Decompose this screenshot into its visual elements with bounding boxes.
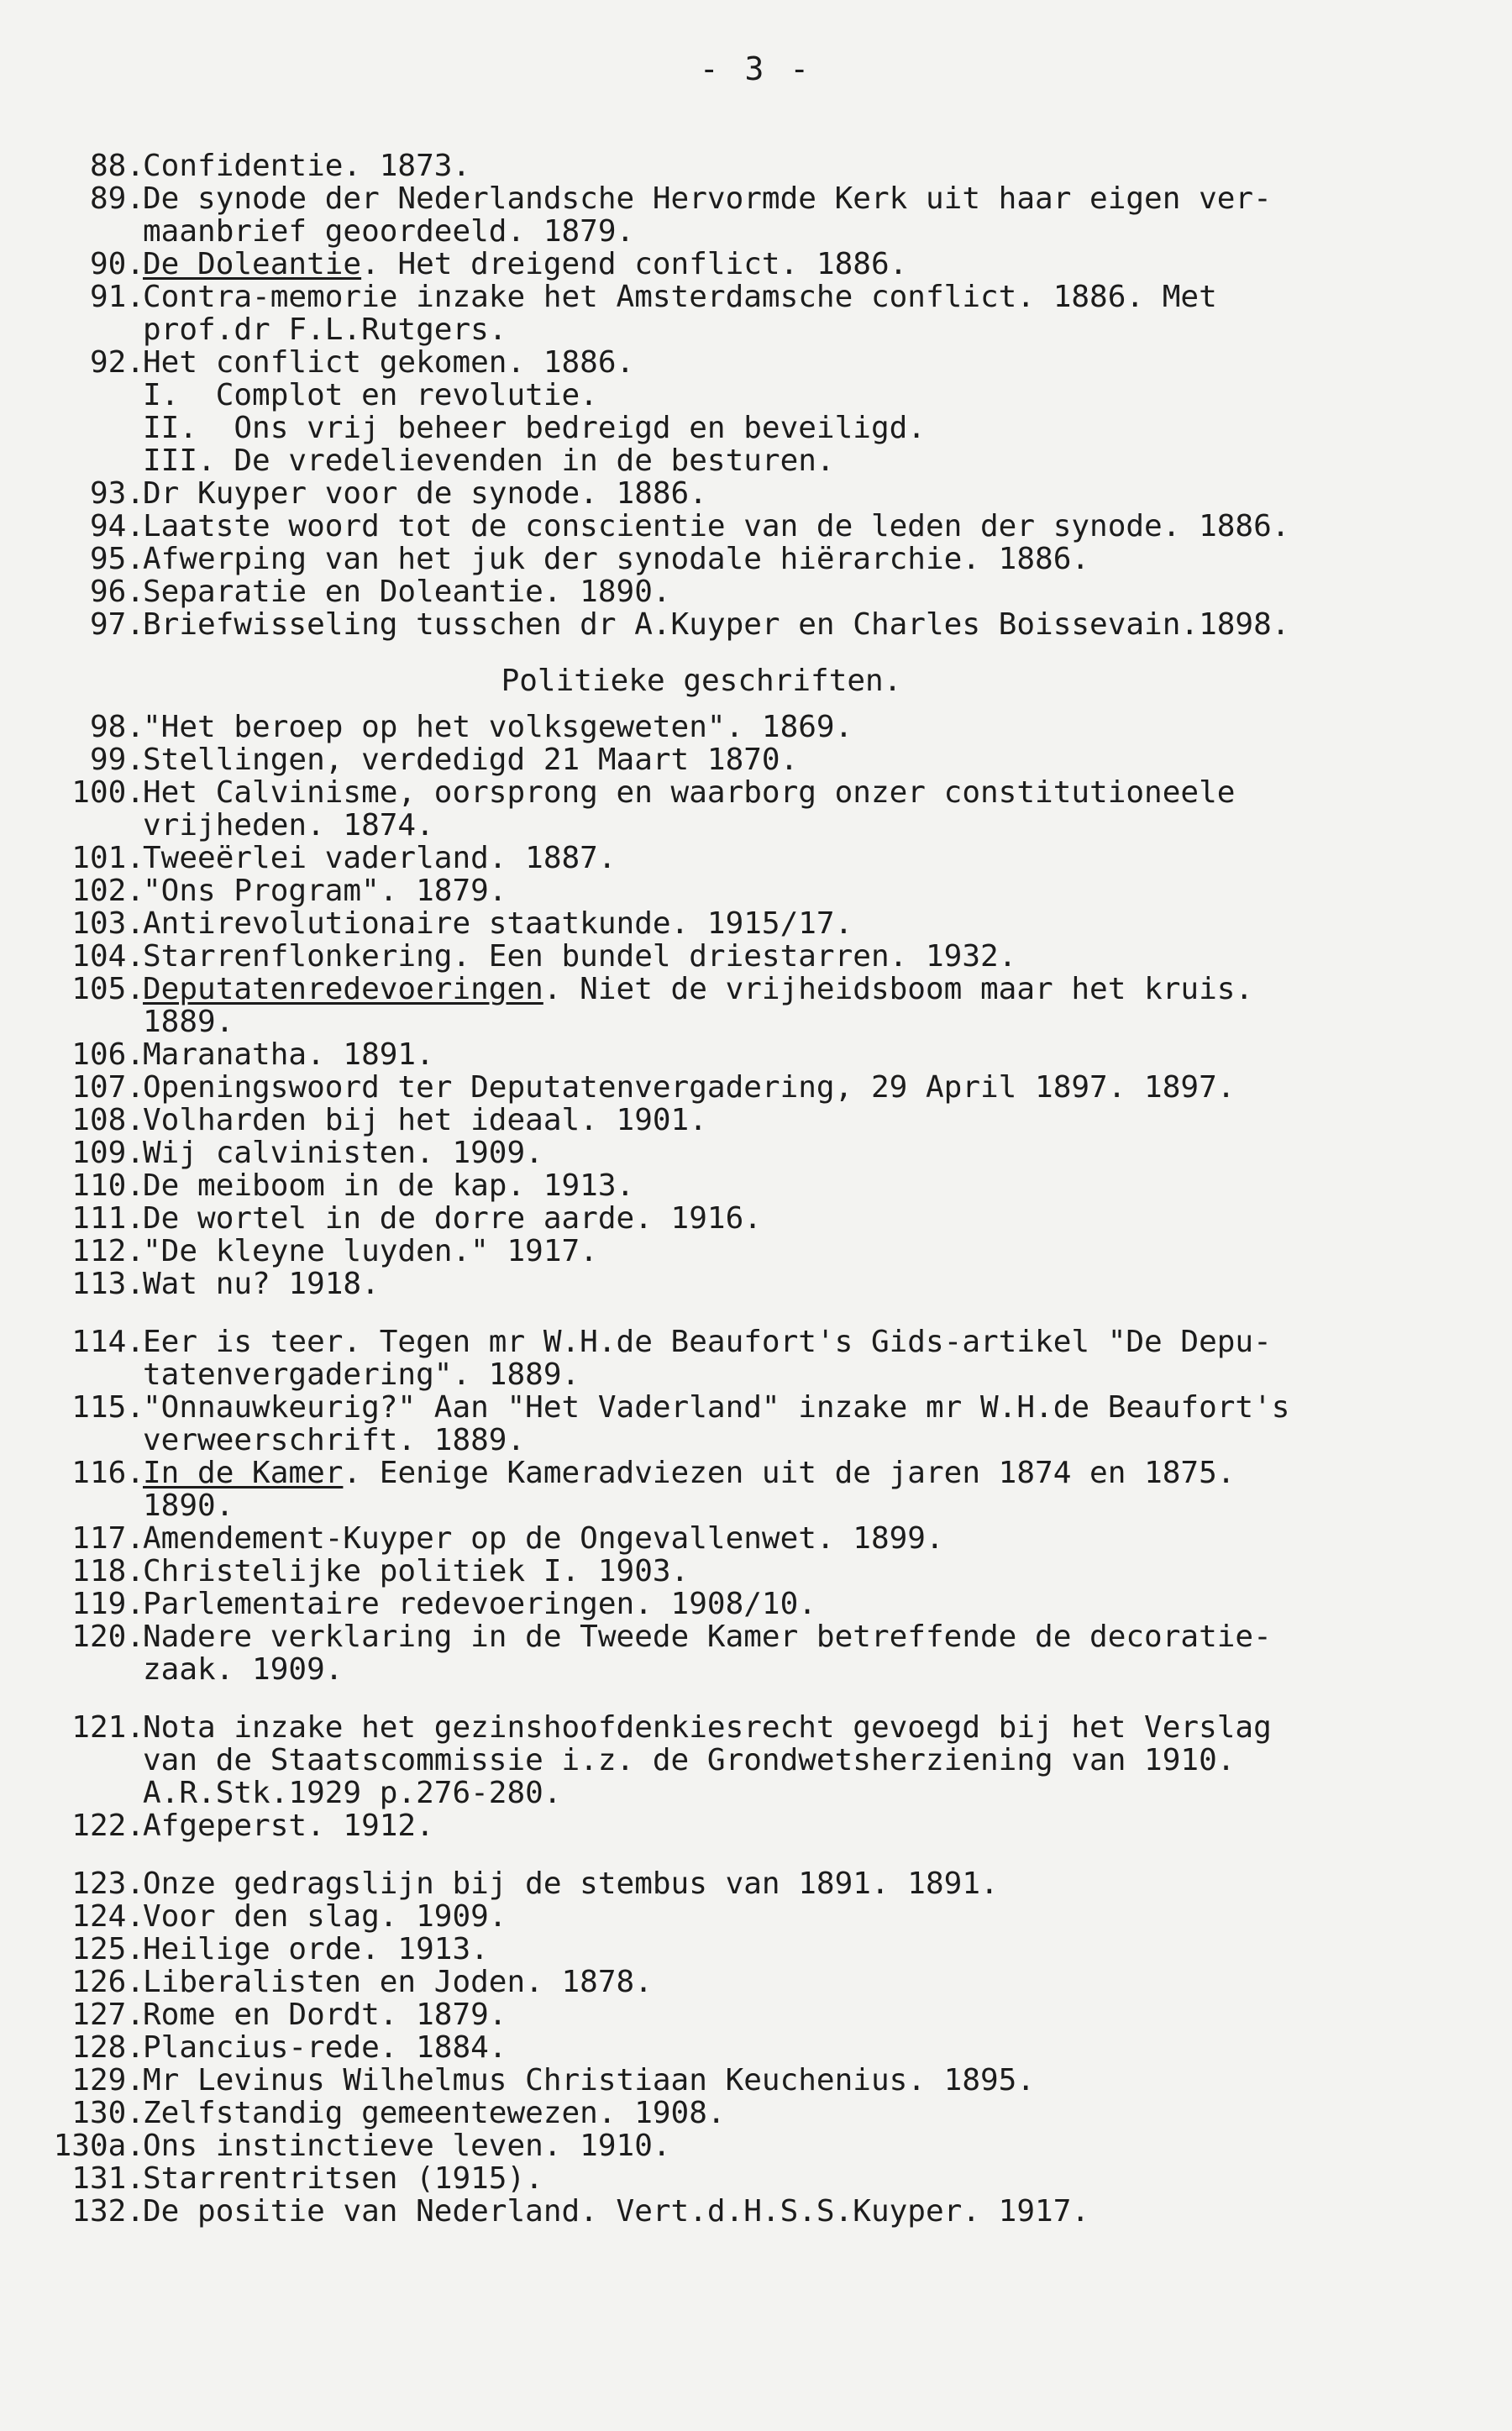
bibliography-entry — [50, 842, 1487, 874]
entry-text-line: Plancius-rede. 1884. — [143, 2030, 507, 2065]
entry-number: 109. — [71, 1136, 144, 1170]
section-heading: Politieke geschriften. — [501, 664, 902, 698]
bibliography-entry — [50, 1809, 1487, 1842]
bibliography-entry — [50, 2162, 1487, 2195]
entry-text-line: Antirevolutionaire staatkunde. 1915/17. — [143, 906, 853, 941]
underlined-title: De Doleantie — [143, 247, 362, 281]
entry-text-line: De meiboom in de kap. 1913. — [143, 1168, 635, 1203]
entry-text-line: Confidentie. 1873. — [143, 149, 471, 183]
entry-text-line: Openingswoord ter Deputatenvergadering, 29 April 1897. 1897. — [143, 1070, 1236, 1105]
bibliography-entry — [50, 2129, 1487, 2162]
entry-text-line: Wat nu? 1918. — [143, 1267, 380, 1301]
bibliography-entry — [50, 1711, 1487, 1809]
entry-number: 90. — [89, 247, 144, 281]
entry-group-redes — [50, 1867, 1487, 2228]
entry-text-line: "Ons Program". 1879. — [143, 874, 507, 908]
entry-text-line: II. Ons vrij beheer bedreigd en beveiligd. — [143, 411, 926, 445]
entry-text-line — [143, 248, 1487, 281]
entry-number: 126. — [71, 1965, 144, 1999]
entry-text-line: Het conflict gekomen. 1886. — [143, 345, 635, 380]
entry-number: 95. — [89, 542, 144, 576]
entry-text-line — [143, 973, 1487, 1005]
entry-text-line: Rome en Dordt. 1879. — [143, 1998, 507, 2032]
bibliography-entry — [50, 608, 1487, 641]
bibliography-entry — [50, 1268, 1487, 1300]
entry-number: 118. — [71, 1554, 144, 1588]
entry-number: 100. — [71, 775, 144, 810]
entry-number: 122. — [71, 1809, 144, 1843]
entry-text-line: Onze gedragslijn bij de stembus van 1891. 1891. — [143, 1867, 999, 1901]
entry-number: 88. — [89, 149, 144, 183]
entry-number: 120. — [71, 1620, 144, 1654]
entry-number: 97. — [89, 607, 144, 642]
bibliography-entry — [50, 1235, 1487, 1268]
entry-text-rest: . Eenige Kameradviezen uit de jaren 1874 en 1875. — [343, 1456, 1236, 1490]
bibliography-list — [50, 150, 1487, 2228]
bibliography-entry — [50, 1202, 1487, 1235]
bibliography-entry — [50, 940, 1487, 973]
entry-text-line: Heilige orde. 1913. — [143, 1932, 489, 1966]
entry-text-line: Eer is teer. Tegen mr W.H.de Beaufort's Gids-artikel "De Depu- — [143, 1325, 1272, 1359]
bibliography-entry — [50, 1038, 1487, 1071]
entry-number: 91. — [89, 280, 144, 314]
bibliography-entry — [50, 776, 1487, 842]
entry-text-line: Tweeërlei vaderland. 1887. — [143, 841, 617, 875]
entry-number: 92. — [89, 345, 144, 380]
entry-text-line: prof.dr F.L.Rutgers. — [143, 312, 507, 347]
entry-text-line: Zelfstandig gemeentewezen. 1908. — [143, 2096, 726, 2130]
entry-text-line: Starrenflonkering. Een bundel driestarren. 1932. — [143, 939, 1017, 974]
entry-text-rest: . Het dreigend conflict. 1886. — [361, 247, 908, 281]
bibliography-entry — [50, 2195, 1487, 2228]
entry-text-line: Wij calvinisten. 1909. — [143, 1136, 543, 1170]
entry-number: 119. — [71, 1587, 144, 1621]
underlined-title: Deputatenredevoeringen — [143, 972, 543, 1006]
bibliography-entry — [50, 1933, 1487, 1966]
entry-number: 99. — [89, 743, 144, 777]
entry-text-line: tatenvergadering". 1889. — [143, 1357, 580, 1392]
entry-text-line: Starrentritsen (1915). — [143, 2161, 543, 2196]
bibliography-entry — [50, 1867, 1487, 1900]
entry-text-line: De positie van Nederland. Vert.d.H.S.S.Kuyper. 1917. — [143, 2194, 1090, 2229]
entry-text-line: A.R.Stk.1929 p.276-280. — [143, 1776, 562, 1810]
bibliography-entry — [50, 1071, 1487, 1104]
entry-number: 96. — [89, 575, 144, 609]
bibliography-entry — [50, 182, 1487, 248]
entry-number: 101. — [71, 841, 144, 875]
entry-number: 121. — [71, 1710, 144, 1745]
bibliography-entry — [50, 281, 1487, 346]
entry-text-line: Parlementaire redevoeringen. 1908/10. — [143, 1587, 816, 1621]
entry-number: 127. — [71, 1998, 144, 2032]
entry-text-line: Briefwisseling tusschen dr A.Kuyper en Charles Boissevain.1898. — [143, 607, 1290, 642]
entry-text-line: Liberalisten en Joden. 1878. — [143, 1965, 653, 1999]
bibliography-entry — [50, 907, 1487, 940]
bibliography-entry — [50, 248, 1487, 281]
entry-number: 116. — [71, 1456, 144, 1490]
entry-text-line: Dr Kuyper voor de synode. 1886. — [143, 476, 707, 511]
entry-group-kerkelijk — [50, 150, 1487, 641]
entry-text-line: I. Complot en revolutie. — [143, 378, 598, 412]
bibliography-entry — [50, 1620, 1487, 1686]
entry-number: 131. — [71, 2161, 144, 2196]
bibliography-entry — [50, 2031, 1487, 2064]
bibliography-entry — [50, 575, 1487, 608]
entry-text-line: van de Staatscommissie i.z. de Grondwetsherziening van 1910. — [143, 1743, 1236, 1777]
entry-text-line: 1889. — [143, 1005, 234, 1039]
entry-text-line: Separatie en Doleantie. 1890. — [143, 575, 671, 609]
entry-number: 124. — [71, 1899, 144, 1934]
entry-number: 94. — [89, 509, 144, 543]
bibliography-entry — [50, 150, 1487, 182]
entry-text-line: III. De vredelievenden in de besturen. — [143, 444, 835, 478]
entry-text-line: 1890. — [143, 1489, 234, 1523]
entry-number: 132. — [71, 2194, 144, 2229]
entry-group-kamer — [50, 1326, 1487, 1686]
entry-number: 93. — [89, 476, 144, 511]
entry-text-line: Voor den slag. 1909. — [143, 1899, 507, 1934]
entry-number: 130a. — [53, 2129, 144, 2163]
bibliography-entry — [50, 743, 1487, 776]
entry-text-line: Afgeperst. 1912. — [143, 1809, 434, 1843]
bibliography-entry — [50, 1137, 1487, 1169]
entry-number: 128. — [71, 2030, 144, 2065]
entry-text-line: Volharden bij het ideaal. 1901. — [143, 1103, 707, 1137]
entry-text-line: vrijheden. 1874. — [143, 808, 434, 843]
bibliography-entry — [50, 973, 1487, 1038]
bibliography-entry — [50, 1966, 1487, 1998]
entry-text-line: Maranatha. 1891. — [143, 1037, 434, 1072]
bibliography-entry — [50, 874, 1487, 907]
entry-text-rest: . Niet de vrijheidsboom maar het kruis. — [543, 972, 1254, 1006]
entry-text-line: Amendement-Kuyper op de Ongevallenwet. 1899. — [143, 1521, 944, 1556]
bibliography-entry — [50, 477, 1487, 510]
entry-number: 113. — [71, 1267, 144, 1301]
bibliography-entry — [50, 346, 1487, 477]
bibliography-entry — [50, 510, 1487, 543]
entry-text-line: Christelijke politiek I. 1903. — [143, 1554, 690, 1588]
entry-group-politiek — [50, 711, 1487, 1300]
entry-text-line — [143, 1457, 1487, 1489]
entry-number: 98. — [89, 710, 144, 744]
entry-number: 111. — [71, 1201, 144, 1236]
entry-text-line: Nadere verklaring in de Tweede Kamer betreffende de decoratie- — [143, 1620, 1272, 1654]
entry-text-line: Laatste woord tot de conscientie van de leden der synode. 1886. — [143, 509, 1290, 543]
entry-number: 89. — [89, 181, 144, 216]
entry-group-nota — [50, 1711, 1487, 1842]
entry-text-line: maanbrief geoordeeld. 1879. — [143, 214, 635, 249]
entry-number: 115. — [71, 1390, 144, 1425]
entry-number: 112. — [71, 1234, 144, 1268]
entry-number: 123. — [71, 1867, 144, 1901]
entry-number: 108. — [71, 1103, 144, 1137]
entry-text-line: De wortel in de dorre aarde. 1916. — [143, 1201, 762, 1236]
entry-text-line: De synode der Nederlandsche Hervormde Kerk uit haar eigen ver- — [143, 181, 1272, 216]
entry-number: 110. — [71, 1168, 144, 1203]
bibliography-entry — [50, 2064, 1487, 2097]
bibliography-entry — [50, 1104, 1487, 1137]
entry-number: 114. — [71, 1325, 144, 1359]
bibliography-entry — [50, 1326, 1487, 1391]
bibliography-entry — [50, 1555, 1487, 1588]
bibliography-entry — [50, 1588, 1487, 1620]
entry-text-line: zaak. 1909. — [143, 1652, 344, 1687]
bibliography-entry — [50, 543, 1487, 575]
entry-text-line: Stellingen, verdedigd 21 Maart 1870. — [143, 743, 799, 777]
entry-number: 129. — [71, 2063, 144, 2098]
bibliography-entry — [50, 1522, 1487, 1555]
bibliography-entry — [50, 1391, 1487, 1457]
bibliography-entry — [50, 1457, 1487, 1522]
page-number: - 3 - — [699, 50, 813, 87]
entry-number: 103. — [71, 906, 144, 941]
entry-number: 117. — [71, 1521, 144, 1556]
bibliography-entry — [50, 711, 1487, 743]
bibliography-entry — [50, 1169, 1487, 1202]
entry-number: 107. — [71, 1070, 144, 1105]
entry-text-line: "De kleyne luyden." 1917. — [143, 1234, 598, 1268]
entry-text-line: Contra-memorie inzake het Amsterdamsche conflict. 1886. Met — [143, 280, 1217, 314]
entry-text-line: "Het beroep op het volksgeweten". 1869. — [143, 710, 853, 744]
entry-number: 125. — [71, 1932, 144, 1966]
bibliography-entry — [50, 1900, 1487, 1933]
entry-number: 130. — [71, 2096, 144, 2130]
entry-text-line: Ons instinctieve leven. 1910. — [143, 2129, 671, 2163]
entry-text-line: verweerschrift. 1889. — [143, 1423, 526, 1457]
entry-text-line: Het Calvinisme, oorsprong en waarborg onzer constitutioneele — [143, 775, 1236, 810]
bibliography-entry — [50, 2097, 1487, 2129]
entry-number: 102. — [71, 874, 144, 908]
underlined-title: In de Kamer — [143, 1456, 344, 1490]
entry-text-line: Mr Levinus Wilhelmus Christiaan Keuchenius. 1895. — [143, 2063, 1036, 2098]
entry-text-line: Nota inzake het gezinshoofdenkiesrecht gevoegd bij het Verslag — [143, 1710, 1272, 1745]
entry-number: 105. — [71, 972, 144, 1006]
entry-number: 104. — [71, 939, 144, 974]
entry-text-line: Afwerping van het juk der synodale hiërarchie. 1886. — [143, 542, 1090, 576]
entry-text-line: "Onnauwkeurig?" Aan "Het Vaderland" inzake mr W.H.de Beaufort's — [143, 1390, 1290, 1425]
entry-number: 106. — [71, 1037, 144, 1072]
bibliography-entry — [50, 1998, 1487, 2031]
